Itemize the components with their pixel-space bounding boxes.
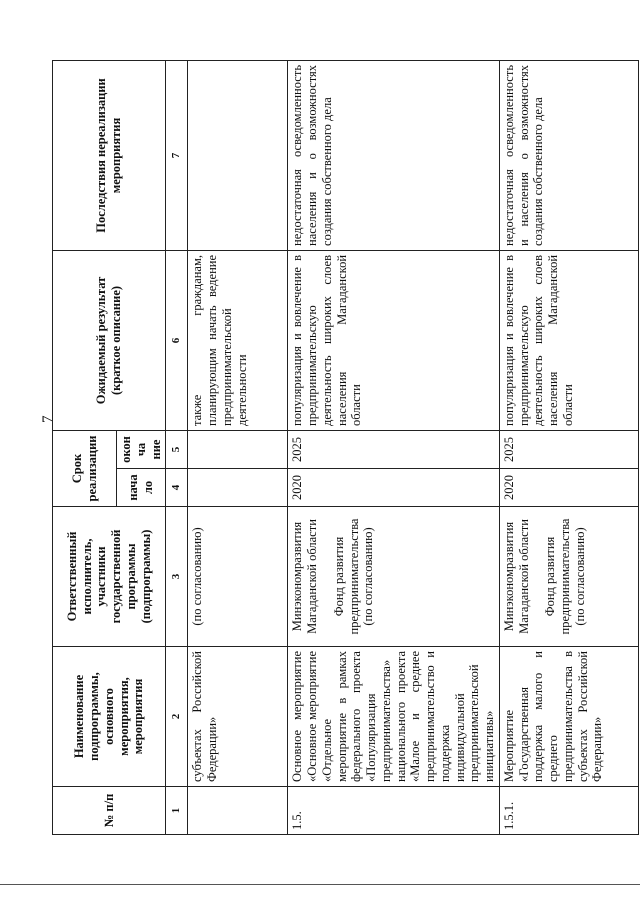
header-end: оконча ние	[117, 430, 166, 468]
row-consequence	[188, 60, 288, 250]
index-row	[166, 60, 188, 834]
page-bottom-rule	[0, 884, 640, 885]
header-consequence: Последствия нереализации мероприятия	[53, 60, 166, 250]
row-result: популяризация и вовлечение в предпринимательскую деятельность широких слоев населения Магаданской области	[499, 250, 638, 430]
table-row	[499, 60, 638, 834]
header-num: № п/п	[53, 787, 166, 835]
index-cell: 4	[166, 469, 188, 507]
header-term: Срок реализации	[53, 430, 117, 506]
page-number: 7	[40, 415, 56, 423]
row-exec	[499, 507, 638, 647]
row-num: 1.5.	[288, 787, 500, 835]
row-name: субъектах Российской Федерации»	[188, 647, 288, 787]
header-start: начало	[117, 469, 166, 507]
row-num	[188, 787, 288, 835]
index-cell: 1	[166, 787, 188, 835]
row-exec	[188, 507, 288, 647]
row-start: 2020	[288, 469, 500, 507]
row-num: 1.5.1.	[499, 787, 638, 835]
row-exec-secondary: Фонд развития предпринимательства (по согласованию)	[543, 518, 587, 635]
header-result: Ожидаемый результат (краткое описание)	[53, 250, 166, 430]
row-consequence: недостаточная осведомленность и населения о возможностях создания собственного дела	[499, 60, 638, 250]
row-start: 2020	[499, 469, 638, 507]
index-cell: 7	[166, 60, 188, 250]
table-row	[188, 60, 288, 834]
row-exec-primary: (по согласованию)	[190, 527, 205, 626]
row-result: также гражданам, планирующим начать ведение предпринимательской деятельности	[188, 250, 288, 430]
row-start	[188, 469, 288, 507]
index-cell: 5	[166, 430, 188, 468]
header-row	[53, 60, 117, 834]
row-result: популяризация и вовлечение в предпринимательскую деятельность широких слоев населения Магаданской области	[288, 250, 500, 430]
index-cell: 6	[166, 250, 188, 430]
row-end	[188, 430, 288, 468]
header-name: Наименование подпрограммы, основного мероприятия, мероприятия	[53, 647, 166, 787]
index-cell: 3	[166, 507, 188, 647]
row-exec-secondary: Фонд развития предпринимательства (по согласованию)	[331, 518, 376, 635]
row-consequence: недостаточная осведомленность населения и о возможностях создания собственного дела	[288, 60, 500, 250]
rotated-table-container	[52, 61, 622, 835]
table-row	[288, 60, 500, 834]
row-name: Мероприятие «Государственная поддержка малого и среднего предпринимательства в субъектах Российской Федерации»	[499, 647, 638, 787]
row-exec-primary: Минэкономразвития Магаданской области	[501, 519, 531, 634]
row-end: 2025	[288, 430, 500, 468]
row-exec	[288, 507, 500, 647]
row-exec-primary: Минэкономразвития Магаданской области	[290, 519, 319, 634]
row-name: Основное мероприятие «Основное мероприятие «Отдельное мероприятие в рамках федерального проекта «Популяризация предпринимательства» национального проекта «Малое и среднее предпринимательство и поддержка индивидуальной предпринимательской инициативы»	[288, 647, 500, 787]
row-end: 2025	[499, 430, 638, 468]
index-cell: 2	[166, 647, 188, 787]
program-table	[52, 60, 639, 835]
header-exec: Ответственный исполнитель, участники государственной программы (подпрограммы)	[53, 507, 166, 647]
